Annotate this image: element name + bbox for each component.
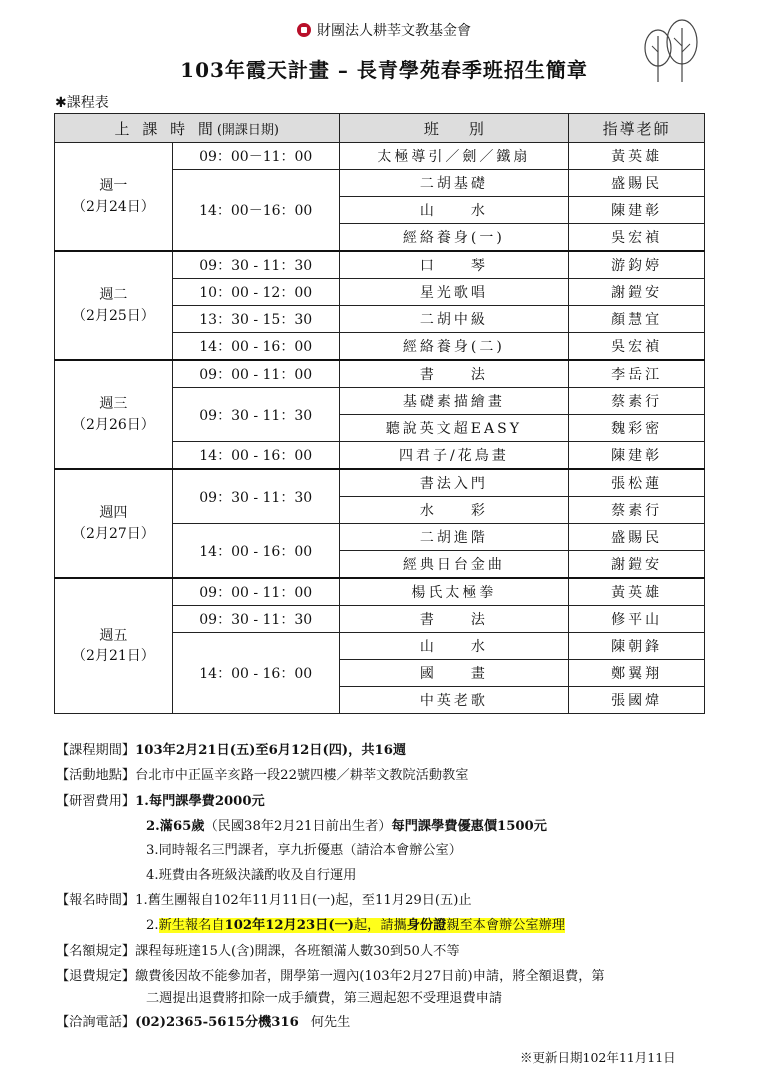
day-date: （2月27日） (72, 525, 155, 542)
teacher-cell: 游鈞婷 (569, 251, 705, 279)
class-cell: 二胡基礎 (339, 170, 569, 197)
info-period (56, 739, 406, 758)
refund-label: 【退費規定】 (56, 969, 136, 984)
teacher-cell: 顏慧宜 (569, 306, 705, 333)
info-fee-2 (146, 815, 547, 834)
class-cell: 國 畫 (339, 660, 569, 687)
time-cell: 09：30 - 11：30 (172, 606, 339, 633)
class-cell: 書 法 (339, 606, 569, 633)
teacher-cell: 黃英雄 (569, 143, 705, 170)
teacher-cell: 謝鎧安 (569, 279, 705, 306)
fee-item-2b: （民國38年2月21日前出生者） (204, 819, 392, 834)
header-time: 上 課 時 間(開課日期) (55, 114, 340, 143)
day-cell (55, 469, 173, 578)
quota-label: 【名額規定】 (56, 944, 136, 959)
phone-text: (02)2365-5615分機316 (135, 1015, 299, 1030)
time-cell: 09：30 - 11：30 (172, 388, 339, 442)
day-name: 週一 (99, 178, 128, 195)
teacher-cell: 吳宏禎 (569, 333, 705, 361)
day-name: 週四 (99, 505, 128, 522)
info-fee-3: 3.同時報名三門課者，享九折優惠（請洽本會辦公室） (146, 843, 462, 858)
class-cell: 四君子/花鳥畫 (339, 442, 569, 470)
class-cell: 中英老歌 (339, 687, 569, 714)
info-phone (56, 1011, 350, 1030)
teacher-cell: 李岳江 (569, 360, 705, 388)
day-date: （2月21日） (72, 648, 155, 664)
time-cell: 14：00 - 16：00 (172, 633, 339, 714)
reg-item-2a: 新生報名自 (158, 918, 225, 933)
teacher-cell: 鄭翼翔 (569, 660, 705, 687)
class-cell: 山 水 (339, 197, 569, 224)
class-cell: 聽說英文超EASY (339, 415, 569, 442)
place-label: 【活動地點】 (56, 768, 136, 783)
page-title: 103年霞天計畫 – 長青學苑春季班招生簡章 (180, 58, 588, 82)
schedule-header-row (55, 114, 705, 143)
day-name: 週二 (99, 287, 128, 304)
info-quota (56, 940, 460, 959)
period-label: 【課程期間】 (56, 743, 136, 758)
class-cell: 水 彩 (339, 497, 569, 524)
quota-text: 課程每班達15人(含)開課，各班額滿人數30到50人不等 (135, 944, 460, 959)
period-text: 103年2月21日(五)至6月12日(四)，共16週 (135, 743, 407, 758)
schedule-row (55, 251, 705, 279)
class-cell: 口 琴 (339, 251, 569, 279)
phone-label: 【洽詢電話】 (56, 1015, 136, 1030)
teacher-cell: 張國煒 (569, 687, 705, 714)
reg-item-1: 1.舊生團報自102年11月11日(一)起，至11月29日(五)止 (135, 893, 472, 908)
fee-item-2a: 2.滿65歲 (146, 819, 205, 834)
day-cell (55, 360, 173, 469)
time-cell: 09：00 - 11：00 (172, 360, 339, 388)
fee-item-1: 1.每門課學費2000元 (135, 794, 265, 809)
time-cell: 09：30 - 11：30 (172, 251, 339, 279)
time-cell: 09：00 - 11：00 (172, 578, 339, 606)
info-place (56, 764, 468, 783)
schedule-row (55, 578, 705, 606)
teacher-cell: 張松蓮 (569, 469, 705, 497)
updated-date: ※更新日期102年11月11日 (520, 1050, 676, 1065)
class-cell: 太極導引／劍／鐵扇 (339, 143, 569, 170)
reg-item-2c: 起，請攜 (354, 918, 407, 933)
schedule-row (55, 469, 705, 497)
foundation-logo-icon (297, 23, 311, 37)
teacher-cell: 蔡素行 (569, 497, 705, 524)
time-cell: 14：00 - 16：00 (172, 524, 339, 579)
class-cell: 經典日台金曲 (339, 551, 569, 579)
reg-item-2b: 102年12月23日(一) (224, 918, 354, 933)
time-cell: 14：00 - 16：00 (172, 333, 339, 361)
class-cell: 經絡養身(二) (339, 333, 569, 361)
day-date: （2月24日） (72, 198, 155, 215)
place-text: 台北市中正區辛亥路一段22號四樓／耕莘文教院活動教室 (135, 768, 469, 783)
day-date: （2月25日） (72, 307, 155, 324)
reg-item-2-num: 2. (146, 918, 159, 933)
info-refund (56, 965, 605, 984)
info-fee (56, 790, 265, 809)
class-cell: 書 法 (339, 360, 569, 388)
teacher-cell: 吳宏禎 (569, 224, 705, 252)
class-cell: 書法入門 (339, 469, 569, 497)
info-fee-4: 4.班費由各班級決議酌收及自行運用 (146, 868, 357, 883)
teacher-cell: 陳建彰 (569, 197, 705, 224)
schedule-row (55, 143, 705, 170)
info-reg (56, 889, 472, 908)
fee-item-2c: 每門課學費優惠價1500元 (391, 819, 547, 834)
day-name: 週五 (99, 627, 128, 644)
reg-item-2d: 身份證 (406, 918, 447, 933)
time-cell: 09：00－11：00 (172, 143, 339, 170)
info-reg-2 (146, 914, 565, 933)
teacher-cell: 修平山 (569, 606, 705, 633)
class-cell: 二胡進階 (339, 524, 569, 551)
teacher-cell: 盛賜民 (569, 524, 705, 551)
schedule-row (55, 360, 705, 388)
reg-label: 【報名時間】 (56, 893, 136, 908)
time-cell: 13：30 - 15：30 (172, 306, 339, 333)
day-cell (55, 251, 173, 360)
class-cell: 山 水 (339, 633, 569, 660)
time-cell: 10：00 - 12：00 (172, 279, 339, 306)
teacher-cell: 盛賜民 (569, 170, 705, 197)
info-refund-2: 二週提出退費將扣除一成手續費，第三週起恕不受理退費申請 (146, 991, 503, 1006)
teacher-cell: 黃英雄 (569, 578, 705, 606)
day-cell (55, 578, 173, 714)
day-date: （2月26日） (72, 416, 155, 433)
class-cell: 經絡養身(一) (339, 224, 569, 252)
day-name: 週三 (99, 396, 128, 413)
schedule-table (54, 113, 705, 714)
teacher-cell: 魏彩密 (569, 415, 705, 442)
phone-contact: 何先生 (310, 1015, 351, 1030)
teacher-cell: 陳建彰 (569, 442, 705, 470)
header-teacher: 指導老師 (569, 114, 705, 143)
teacher-cell: 陳朝鋒 (569, 633, 705, 660)
class-cell: 楊氏太極拳 (339, 578, 569, 606)
class-cell: 基礎素描繪畫 (339, 388, 569, 415)
class-cell: 星光歌唱 (339, 279, 569, 306)
time-cell: 09：30 - 11：30 (172, 469, 339, 524)
header-class: 班 別 (339, 114, 569, 143)
schedule-label: ✱課程表 (55, 95, 109, 111)
class-cell: 二胡中級 (339, 306, 569, 333)
fee-label: 【研習費用】 (56, 794, 136, 809)
time-cell: 14：00－16：00 (172, 170, 339, 252)
day-cell (55, 143, 173, 252)
reg-item-2e: 親至本會辦公室辦理 (446, 918, 565, 933)
org-text: 財團法人耕莘文教基金會 (317, 23, 471, 39)
teacher-cell: 蔡素行 (569, 388, 705, 415)
time-cell: 14：00 - 16：00 (172, 442, 339, 470)
teacher-cell: 謝鎧安 (569, 551, 705, 579)
reg-item-2-highlight (159, 918, 565, 933)
refund-text-1: 繳費後因故不能參加者，開學第一週內(103年2月27日前)申請，將全額退費，第 (135, 969, 605, 984)
